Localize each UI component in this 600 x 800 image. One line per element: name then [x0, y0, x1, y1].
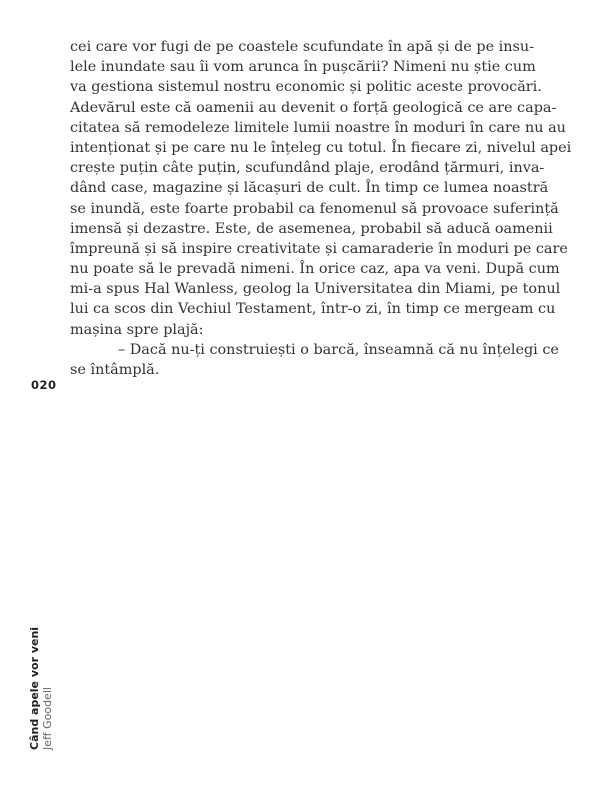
text-line: Adevărul este că oamenii au devenit o forță geologică ce are capa- [70, 99, 557, 116]
text-line: mașina spre plajă: [70, 321, 204, 338]
text-line: dând case, magazine și lăcașuri de cult. În timp ce lumea noastră [70, 180, 549, 197]
text-line: se întâmplă. [70, 362, 160, 378]
text-line: lui ca scos din Vechiul Testament, într-o zi, în timp ce mergeam cu [70, 301, 556, 318]
dialogue-line: – Dacă nu-ți construiești o barcă, înseamnă că nu înțelegi ce [118, 341, 559, 358]
text-line: mi-a spus Hal Wanless, geolog la Universitatea din Miami, pe tonul [70, 281, 561, 298]
text-line: se inundă, este foarte probabil ca fenomenul să provoace suferință [70, 200, 559, 217]
page-number: 020 [31, 378, 57, 392]
text-line: crește puțin câte puțin, scufundând plaje, erodând țărmuri, inva- [70, 160, 545, 177]
text-line: citatea să remodeleze limitele lumii noastre în moduri în care nu au [70, 119, 566, 136]
text-line: va gestiona sistemul nostru economic și politic aceste provocări. [70, 79, 542, 96]
book-title: Când apele vor veni [28, 626, 41, 750]
text-line: intenționat și pe care nu le înțeleg cu totul. În fiecare zi, nivelul apei [70, 139, 572, 156]
running-footer [28, 627, 54, 750]
text-line: nu poate să le prevadă nimeni. În orice caz, apa va veni. După cum [70, 261, 560, 278]
text-line: imensă și dezastre. Este, de asemenea, probabil să aducă oamenii [70, 220, 553, 237]
book-author: Jeff Goodell [41, 687, 54, 750]
text-line: împreună și să inspire creativitate și camaraderie în moduri pe care [70, 240, 568, 257]
text-line: cei care vor fugi de pe coastele scufundate în apă și de pe insu- [70, 39, 535, 55]
body-text [70, 37, 572, 380]
text-line: lele inundate sau îi vom arunca în pușcării? Nimeni nu știe cum [70, 59, 536, 76]
